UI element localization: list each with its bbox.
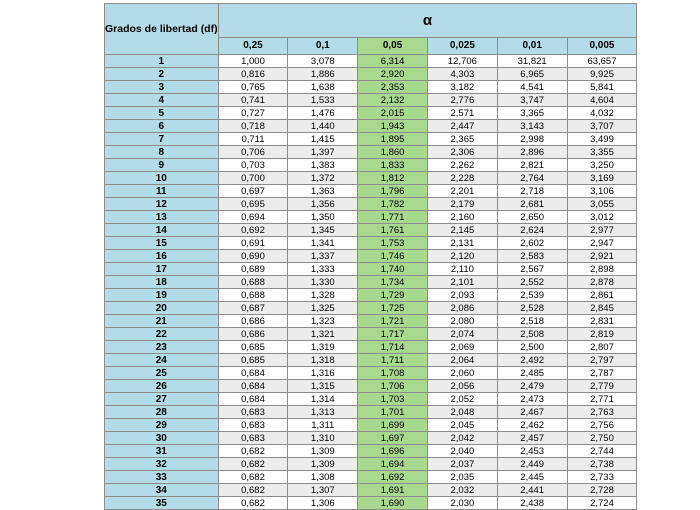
alpha-value-header: 0,1: [288, 37, 358, 54]
table-row: [105, 302, 637, 315]
critical-value-cell: 0,682: [218, 484, 288, 497]
alpha-value-header: 0,25: [218, 37, 288, 54]
critical-value-cell: 2,035: [427, 471, 497, 484]
critical-value-cell: 2,947: [567, 237, 637, 250]
df-cell: 32: [105, 458, 219, 471]
df-cell: 6: [105, 120, 219, 133]
critical-value-cell: 1,860: [358, 146, 428, 159]
df-cell: 27: [105, 393, 219, 406]
df-cell: 7: [105, 133, 219, 146]
critical-value-cell: 2,738: [567, 458, 637, 471]
critical-value-cell: 0,692: [218, 224, 288, 237]
table-row: [105, 341, 637, 354]
critical-value-cell: 0,683: [218, 406, 288, 419]
critical-value-cell: 1,315: [288, 380, 358, 393]
df-cell: 5: [105, 107, 219, 120]
critical-value-cell: 1,415: [288, 133, 358, 146]
table-body: [105, 55, 637, 510]
critical-value-cell: 1,345: [288, 224, 358, 237]
critical-value-cell: 1,717: [358, 328, 428, 341]
critical-value-cell: 2,132: [358, 94, 428, 107]
table-row: [105, 224, 637, 237]
critical-value-cell: 0,765: [218, 81, 288, 94]
df-cell: 29: [105, 419, 219, 432]
alpha-value-header: 0,005: [567, 37, 637, 54]
critical-value-cell: 0,682: [218, 497, 288, 510]
critical-value-cell: 2,131: [427, 237, 497, 250]
critical-value-cell: 2,228: [427, 172, 497, 185]
critical-value-cell: 0,684: [218, 367, 288, 380]
critical-value-cell: 1,694: [358, 458, 428, 471]
table-row: [105, 146, 637, 159]
critical-value-cell: 1,440: [288, 120, 358, 133]
critical-value-cell: 2,583: [497, 250, 567, 263]
table-row: [105, 328, 637, 341]
critical-value-cell: 2,650: [497, 211, 567, 224]
table-row: [105, 380, 637, 393]
critical-value-cell: 1,323: [288, 315, 358, 328]
alpha-header-row: [105, 4, 637, 38]
critical-value-cell: 2,845: [567, 302, 637, 315]
critical-value-cell: 3,747: [497, 94, 567, 107]
critical-value-cell: 0,706: [218, 146, 288, 159]
table-row: [105, 289, 637, 302]
table-row: [105, 185, 637, 198]
critical-value-cell: 1,310: [288, 432, 358, 445]
critical-value-cell: 0,685: [218, 354, 288, 367]
critical-value-cell: 3,143: [497, 120, 567, 133]
critical-value-cell: 2,764: [497, 172, 567, 185]
critical-value-cell: 0,685: [218, 341, 288, 354]
df-cell: 4: [105, 94, 219, 107]
critical-value-cell: 2,718: [497, 185, 567, 198]
critical-value-cell: 2,179: [427, 198, 497, 211]
df-cell: 15: [105, 237, 219, 250]
critical-value-cell: 2,485: [497, 367, 567, 380]
critical-value-cell: 1,319: [288, 341, 358, 354]
critical-value-cell: 0,816: [218, 68, 288, 81]
df-cell: 23: [105, 341, 219, 354]
critical-value-cell: 3,499: [567, 133, 637, 146]
critical-value-cell: 2,861: [567, 289, 637, 302]
critical-value-cell: 2,262: [427, 159, 497, 172]
critical-value-cell: 1,725: [358, 302, 428, 315]
critical-value-cell: 1,341: [288, 237, 358, 250]
critical-value-cell: 2,797: [567, 354, 637, 367]
critical-value-cell: 2,776: [427, 94, 497, 107]
df-cell: 14: [105, 224, 219, 237]
critical-value-cell: 2,093: [427, 289, 497, 302]
critical-value-cell: 0,718: [218, 120, 288, 133]
critical-value-cell: 1,000: [218, 55, 288, 68]
critical-value-cell: 1,691: [358, 484, 428, 497]
critical-value-cell: 0,727: [218, 107, 288, 120]
critical-value-cell: 2,724: [567, 497, 637, 510]
critical-value-cell: 2,763: [567, 406, 637, 419]
critical-value-cell: 2,080: [427, 315, 497, 328]
critical-value-cell: 2,518: [497, 315, 567, 328]
alpha-value-header: 0,05: [358, 37, 428, 54]
critical-value-cell: 2,920: [358, 68, 428, 81]
critical-value-cell: 9,925: [567, 68, 637, 81]
critical-value-cell: 12,706: [427, 55, 497, 68]
critical-value-cell: 3,012: [567, 211, 637, 224]
df-cell: 18: [105, 276, 219, 289]
critical-value-cell: 2,898: [567, 263, 637, 276]
critical-value-cell: 2,977: [567, 224, 637, 237]
critical-value-cell: 63,657: [567, 55, 637, 68]
critical-value-cell: 1,696: [358, 445, 428, 458]
df-cell: 13: [105, 211, 219, 224]
df-cell: 35: [105, 497, 219, 510]
df-cell: 11: [105, 185, 219, 198]
table-row: [105, 406, 637, 419]
critical-value-cell: 2,744: [567, 445, 637, 458]
critical-value-cell: 1,943: [358, 120, 428, 133]
critical-value-cell: 1,697: [358, 432, 428, 445]
critical-value-cell: 0,711: [218, 133, 288, 146]
critical-value-cell: 1,721: [358, 315, 428, 328]
table-row: [105, 367, 637, 380]
critical-value-cell: 6,314: [358, 55, 428, 68]
critical-value-cell: 4,541: [497, 81, 567, 94]
critical-value-cell: 2,438: [497, 497, 567, 510]
critical-value-cell: 2,998: [497, 133, 567, 146]
critical-value-cell: 2,042: [427, 432, 497, 445]
critical-value-cell: 3,106: [567, 185, 637, 198]
critical-value-cell: 2,500: [497, 341, 567, 354]
critical-value-cell: 3,078: [288, 55, 358, 68]
critical-value-cell: 2,492: [497, 354, 567, 367]
table-row: [105, 211, 637, 224]
critical-value-cell: 2,365: [427, 133, 497, 146]
critical-value-cell: 2,457: [497, 432, 567, 445]
critical-value-cell: 1,333: [288, 263, 358, 276]
critical-value-cell: 1,796: [358, 185, 428, 198]
df-cell: 17: [105, 263, 219, 276]
critical-value-cell: 1,703: [358, 393, 428, 406]
alpha-value-header: 0,025: [427, 37, 497, 54]
critical-value-cell: 3,169: [567, 172, 637, 185]
critical-value-cell: 1,690: [358, 497, 428, 510]
critical-value-cell: 1,397: [288, 146, 358, 159]
df-cell: 26: [105, 380, 219, 393]
critical-value-cell: 1,308: [288, 471, 358, 484]
critical-value-cell: 2,878: [567, 276, 637, 289]
alpha-value-header: 0,01: [497, 37, 567, 54]
table-row: [105, 159, 637, 172]
critical-value-cell: 2,120: [427, 250, 497, 263]
critical-value-cell: 0,684: [218, 380, 288, 393]
critical-value-cell: 0,683: [218, 419, 288, 432]
critical-value-cell: 0,682: [218, 471, 288, 484]
critical-value-cell: 0,695: [218, 198, 288, 211]
critical-value-cell: 1,383: [288, 159, 358, 172]
critical-value-cell: 2,462: [497, 419, 567, 432]
critical-value-cell: 2,453: [497, 445, 567, 458]
critical-value-cell: 2,552: [497, 276, 567, 289]
critical-value-cell: 1,313: [288, 406, 358, 419]
critical-value-cell: 2,306: [427, 146, 497, 159]
df-cell: 31: [105, 445, 219, 458]
critical-value-cell: 2,110: [427, 263, 497, 276]
critical-value-cell: 2,473: [497, 393, 567, 406]
critical-value-cell: 1,706: [358, 380, 428, 393]
critical-value-cell: 1,740: [358, 263, 428, 276]
critical-value-cell: 2,787: [567, 367, 637, 380]
critical-value-cell: 1,638: [288, 81, 358, 94]
critical-value-cell: 2,060: [427, 367, 497, 380]
critical-value-cell: 1,330: [288, 276, 358, 289]
critical-value-cell: 2,086: [427, 302, 497, 315]
critical-value-cell: 2,069: [427, 341, 497, 354]
df-cell: 30: [105, 432, 219, 445]
critical-value-cell: 2,160: [427, 211, 497, 224]
table-row: [105, 94, 637, 107]
critical-value-cell: 2,145: [427, 224, 497, 237]
critical-value-cell: 2,467: [497, 406, 567, 419]
table-row: [105, 133, 637, 146]
critical-value-cell: 2,064: [427, 354, 497, 367]
critical-value-cell: 0,688: [218, 289, 288, 302]
df-cell: 19: [105, 289, 219, 302]
table-row: [105, 419, 637, 432]
critical-value-cell: 1,711: [358, 354, 428, 367]
critical-value-cell: 2,040: [427, 445, 497, 458]
critical-value-cell: 1,356: [288, 198, 358, 211]
critical-value-cell: 2,037: [427, 458, 497, 471]
critical-value-cell: 3,055: [567, 198, 637, 211]
critical-value-cell: 3,182: [427, 81, 497, 94]
critical-value-cell: 0,686: [218, 315, 288, 328]
critical-value-cell: 1,746: [358, 250, 428, 263]
critical-value-cell: 1,314: [288, 393, 358, 406]
critical-value-cell: 1,363: [288, 185, 358, 198]
df-cell: 33: [105, 471, 219, 484]
critical-value-cell: 2,896: [497, 146, 567, 159]
critical-value-cell: 1,309: [288, 445, 358, 458]
critical-value-cell: 0,700: [218, 172, 288, 185]
t-distribution-table: [104, 3, 637, 510]
table-row: [105, 237, 637, 250]
critical-value-cell: 2,048: [427, 406, 497, 419]
critical-value-cell: 1,771: [358, 211, 428, 224]
table-row: [105, 68, 637, 81]
alpha-header: α: [218, 4, 637, 38]
critical-value-cell: 1,708: [358, 367, 428, 380]
critical-value-cell: 2,821: [497, 159, 567, 172]
df-cell: 1: [105, 55, 219, 68]
table-row: [105, 172, 637, 185]
table-row: [105, 393, 637, 406]
critical-value-cell: 2,445: [497, 471, 567, 484]
df-cell: 28: [105, 406, 219, 419]
critical-value-cell: 1,782: [358, 198, 428, 211]
critical-value-cell: 2,447: [427, 120, 497, 133]
critical-value-cell: 1,761: [358, 224, 428, 237]
critical-value-cell: 3,355: [567, 146, 637, 159]
critical-value-cell: 4,303: [427, 68, 497, 81]
table-row: [105, 315, 637, 328]
critical-value-cell: 1,372: [288, 172, 358, 185]
critical-value-cell: 2,921: [567, 250, 637, 263]
critical-value-cell: 2,750: [567, 432, 637, 445]
critical-value-cell: 0,683: [218, 432, 288, 445]
table-row: [105, 445, 637, 458]
critical-value-cell: 1,812: [358, 172, 428, 185]
critical-value-cell: 1,307: [288, 484, 358, 497]
critical-value-cell: 2,819: [567, 328, 637, 341]
critical-value-cell: 0,682: [218, 445, 288, 458]
df-cell: 21: [105, 315, 219, 328]
critical-value-cell: 4,032: [567, 107, 637, 120]
df-cell: 34: [105, 484, 219, 497]
critical-value-cell: 2,441: [497, 484, 567, 497]
critical-value-cell: 2,756: [567, 419, 637, 432]
df-cell: 12: [105, 198, 219, 211]
df-cell: 8: [105, 146, 219, 159]
critical-value-cell: 2,624: [497, 224, 567, 237]
critical-value-cell: 0,682: [218, 458, 288, 471]
critical-value-cell: 2,602: [497, 237, 567, 250]
critical-value-cell: 2,056: [427, 380, 497, 393]
critical-value-cell: 2,681: [497, 198, 567, 211]
critical-value-cell: 1,311: [288, 419, 358, 432]
critical-value-cell: 2,571: [427, 107, 497, 120]
critical-value-cell: 2,528: [497, 302, 567, 315]
critical-value-cell: 1,325: [288, 302, 358, 315]
critical-value-cell: 1,833: [358, 159, 428, 172]
critical-value-cell: 1,321: [288, 328, 358, 341]
critical-value-cell: 2,015: [358, 107, 428, 120]
table-row: [105, 458, 637, 471]
critical-value-cell: 1,699: [358, 419, 428, 432]
critical-value-cell: 0,688: [218, 276, 288, 289]
df-column-header: Grados de libertad (df): [105, 4, 219, 55]
df-cell: 3: [105, 81, 219, 94]
critical-value-cell: 1,886: [288, 68, 358, 81]
critical-value-cell: 1,318: [288, 354, 358, 367]
table-row: [105, 250, 637, 263]
critical-value-cell: 0,689: [218, 263, 288, 276]
df-cell: 20: [105, 302, 219, 315]
critical-value-cell: 2,567: [497, 263, 567, 276]
df-cell: 25: [105, 367, 219, 380]
critical-value-cell: 1,337: [288, 250, 358, 263]
table-row: [105, 198, 637, 211]
critical-value-cell: 2,045: [427, 419, 497, 432]
df-cell: 22: [105, 328, 219, 341]
critical-value-cell: 0,691: [218, 237, 288, 250]
critical-value-cell: 2,030: [427, 497, 497, 510]
table-row: [105, 263, 637, 276]
table-row: [105, 432, 637, 445]
df-cell: 10: [105, 172, 219, 185]
critical-value-cell: 1,753: [358, 237, 428, 250]
critical-value-cell: 1,533: [288, 94, 358, 107]
table-row: [105, 484, 637, 497]
critical-value-cell: 5,841: [567, 81, 637, 94]
critical-value-cell: 2,831: [567, 315, 637, 328]
critical-value-cell: 2,449: [497, 458, 567, 471]
table-row: [105, 276, 637, 289]
table-row: [105, 81, 637, 94]
critical-value-cell: 1,729: [358, 289, 428, 302]
table-row: [105, 55, 637, 68]
critical-value-cell: 2,032: [427, 484, 497, 497]
table-row: [105, 354, 637, 367]
critical-value-cell: 3,707: [567, 120, 637, 133]
table-row: [105, 120, 637, 133]
critical-value-cell: 2,779: [567, 380, 637, 393]
critical-value-cell: 2,771: [567, 393, 637, 406]
critical-value-cell: 1,350: [288, 211, 358, 224]
critical-value-cell: 0,686: [218, 328, 288, 341]
table-row: [105, 497, 637, 510]
critical-value-cell: 2,479: [497, 380, 567, 393]
critical-value-cell: 0,687: [218, 302, 288, 315]
critical-value-cell: 0,694: [218, 211, 288, 224]
critical-value-cell: 3,250: [567, 159, 637, 172]
df-cell: 24: [105, 354, 219, 367]
critical-value-cell: 2,728: [567, 484, 637, 497]
df-cell: 2: [105, 68, 219, 81]
critical-value-cell: 1,306: [288, 497, 358, 510]
critical-value-cell: 4,604: [567, 94, 637, 107]
critical-value-cell: 1,328: [288, 289, 358, 302]
critical-value-cell: 2,052: [427, 393, 497, 406]
critical-value-cell: 2,201: [427, 185, 497, 198]
critical-value-cell: 3,365: [497, 107, 567, 120]
critical-value-cell: 2,353: [358, 81, 428, 94]
critical-value-cell: 1,476: [288, 107, 358, 120]
critical-value-cell: 2,101: [427, 276, 497, 289]
critical-value-cell: 1,701: [358, 406, 428, 419]
critical-value-cell: 1,895: [358, 133, 428, 146]
critical-value-cell: 0,684: [218, 393, 288, 406]
critical-value-cell: 2,539: [497, 289, 567, 302]
critical-value-cell: 1,714: [358, 341, 428, 354]
critical-value-cell: 6,965: [497, 68, 567, 81]
table-row: [105, 471, 637, 484]
critical-value-cell: 2,508: [497, 328, 567, 341]
df-cell: 9: [105, 159, 219, 172]
critical-value-cell: 1,309: [288, 458, 358, 471]
critical-value-cell: 0,703: [218, 159, 288, 172]
critical-value-cell: 1,692: [358, 471, 428, 484]
df-cell: 16: [105, 250, 219, 263]
critical-value-cell: 0,690: [218, 250, 288, 263]
critical-value-cell: 1,734: [358, 276, 428, 289]
critical-value-cell: 0,697: [218, 185, 288, 198]
critical-value-cell: 2,807: [567, 341, 637, 354]
critical-value-cell: 0,741: [218, 94, 288, 107]
critical-value-cell: 31,821: [497, 55, 567, 68]
critical-value-cell: 1,316: [288, 367, 358, 380]
critical-value-cell: 2,074: [427, 328, 497, 341]
critical-value-cell: 2,733: [567, 471, 637, 484]
table-row: [105, 107, 637, 120]
